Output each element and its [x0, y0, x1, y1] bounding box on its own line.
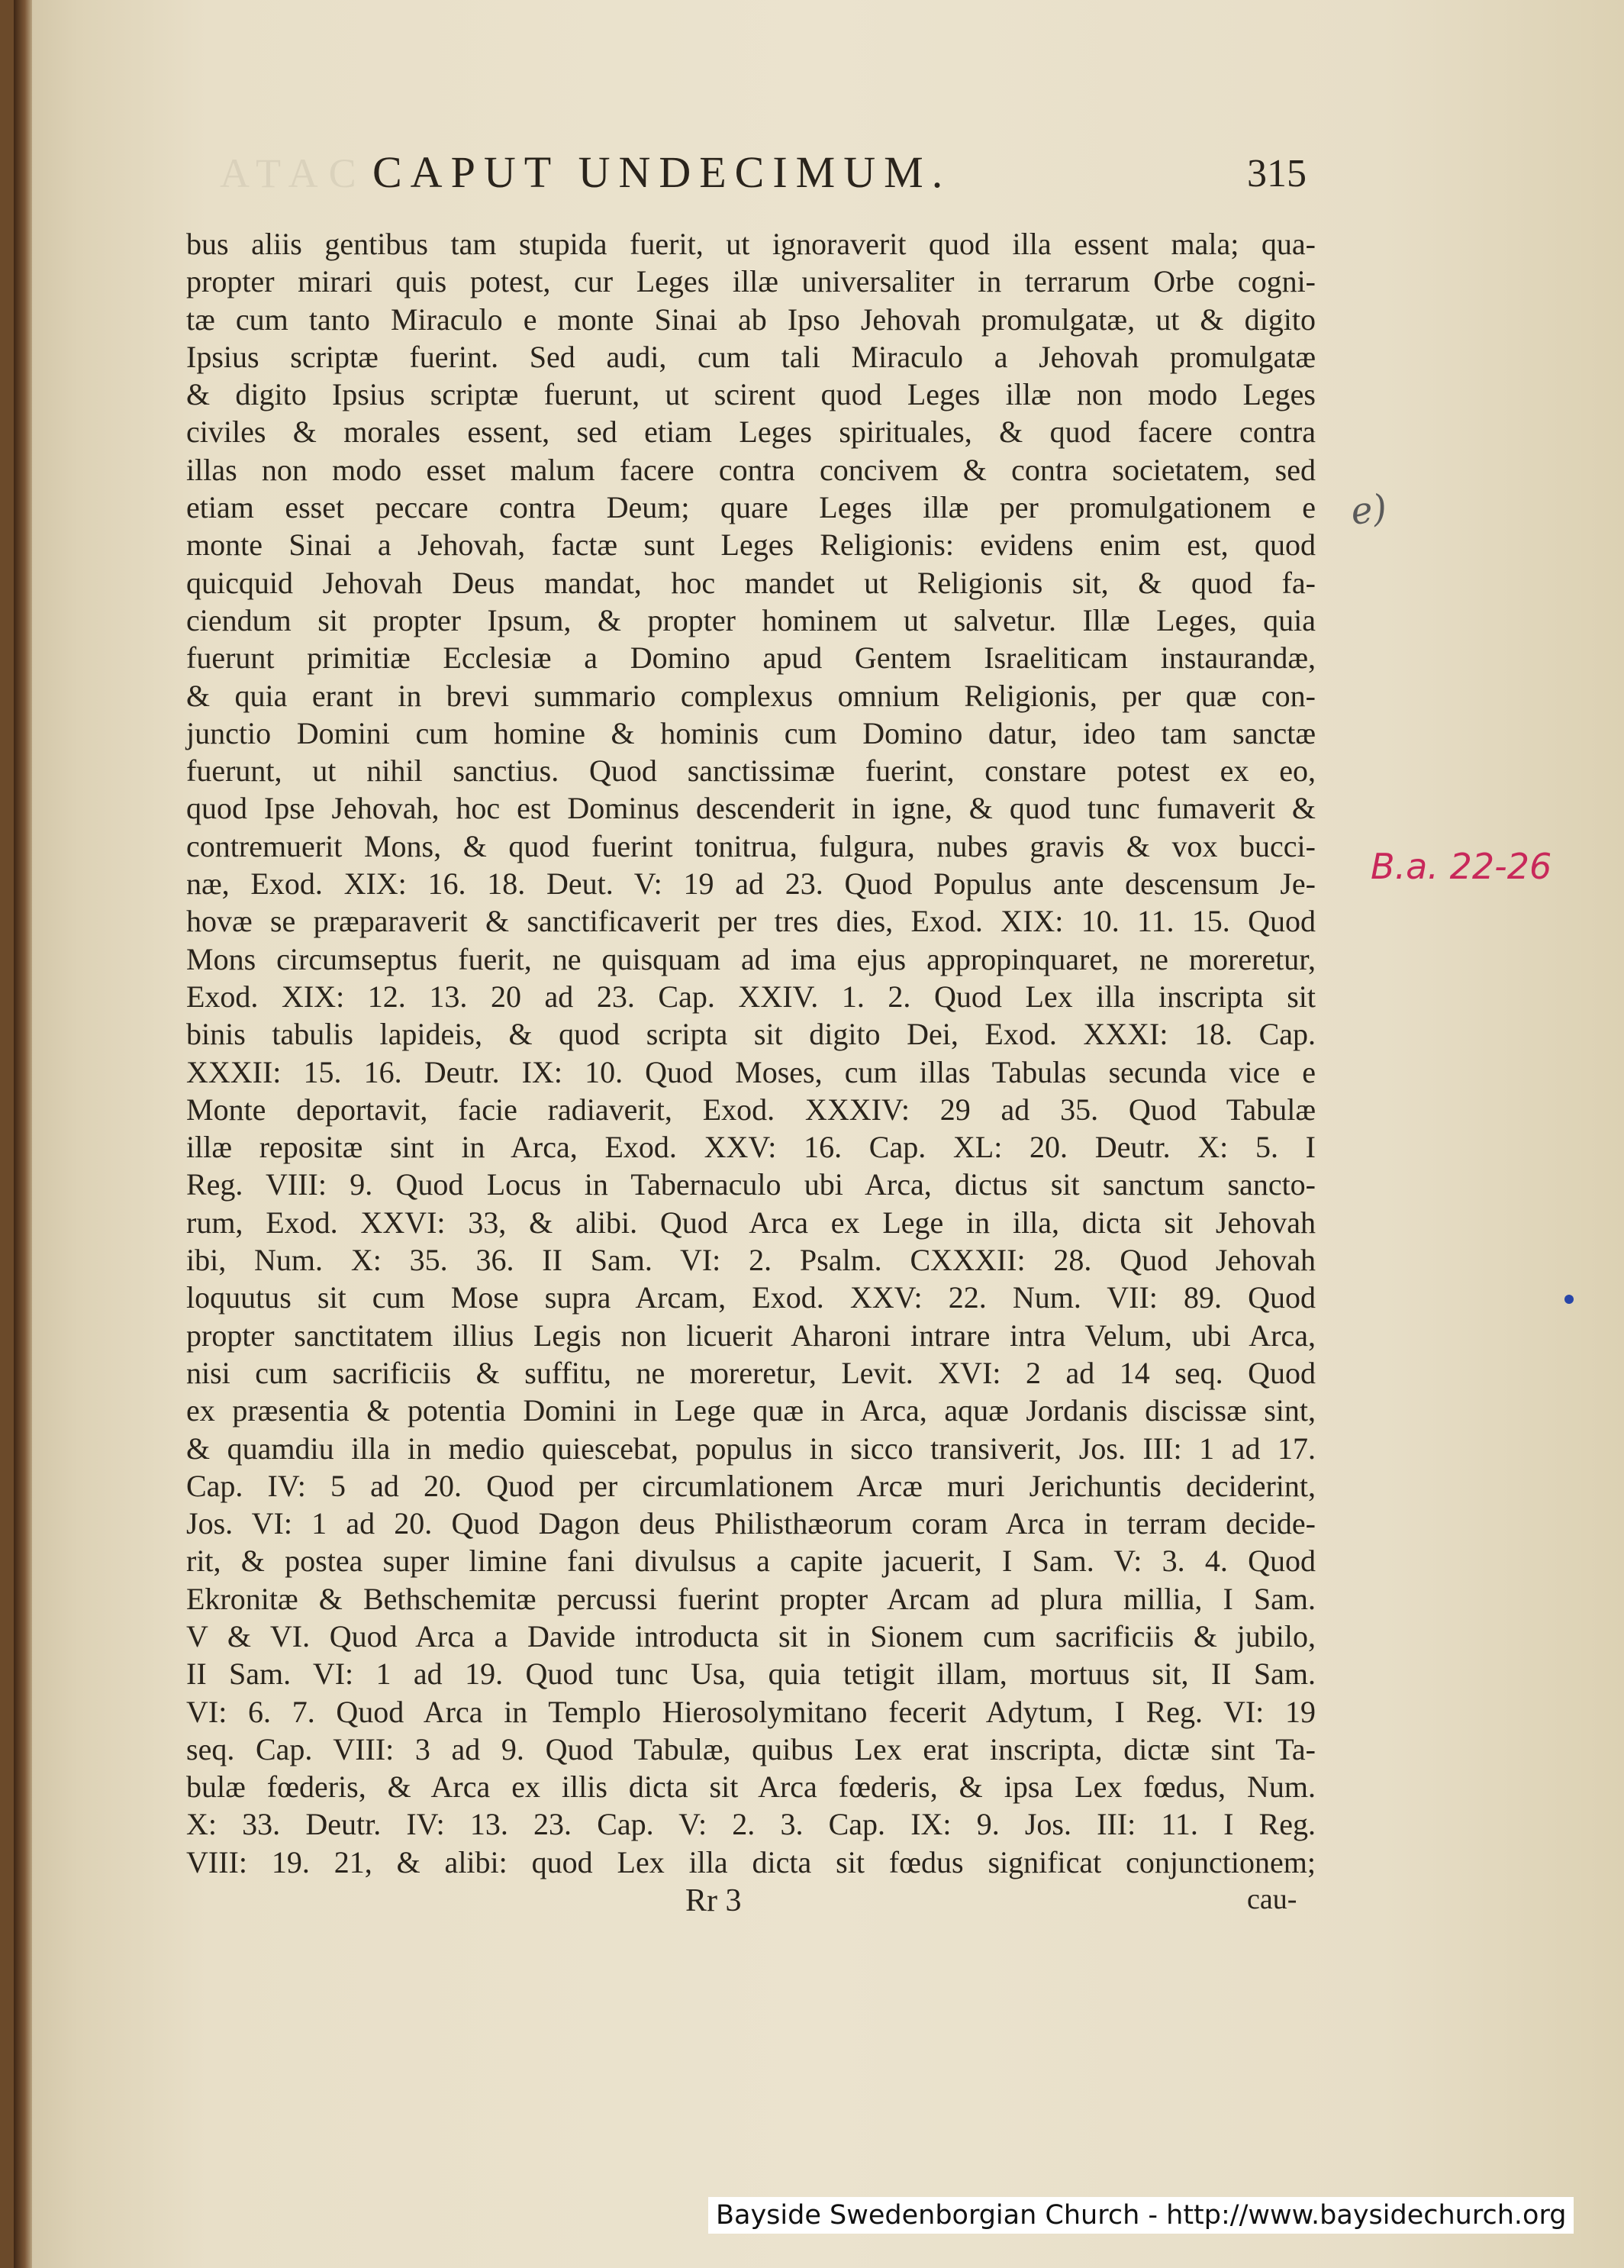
watermark-caption: Bayside Swedenborgian Church - http://www.baysidechurch.org — [708, 2197, 1574, 2234]
text-line: ciendum sit propter Ipsum, & propter hominem ut salvetur. Illæ Leges, quia — [186, 602, 1316, 637]
text-line: Ekronitæ & Bethschemitæ percussi fuerint propter Arcam ad plura millia, I Sam. — [186, 1581, 1316, 1616]
margin-note-pencil: e) — [1348, 486, 1390, 534]
margin-note-pink: B.a. 22-26 — [1371, 846, 1552, 887]
text-line: Monte deportavit, facie radiaverit, Exod. XXXIV: 29 ad 35. Quod Tabulæ — [186, 1092, 1316, 1127]
text-line: Cap. IV: 5 ad 20. Quod per circumlationem Arcæ muri Jerichuntis deciderint, — [186, 1468, 1316, 1503]
text-line: hovæ se præparaverit & sanctificaverit per tres dies, Exod. XIX: 10. 11. 15. Quod — [186, 904, 1316, 939]
text-line: illæ repositæ sint in Arca, Exod. XXV: 16. Cap. XL: 20. Deutr. X: 5. I — [186, 1130, 1316, 1165]
text-line: propter sanctitatem illius Legis non licuerit Aharoni intrare intra Velum, ubi Arca, — [186, 1318, 1316, 1353]
text-line: rit, & postea super limine fani divulsus a capite jacuerit, I Sam. V: 3. 4. Quod — [186, 1544, 1316, 1579]
text-line: etiam esset peccare contra Deum; quare Leges illæ per promulgationem e — [186, 490, 1316, 525]
text-line: bulæ fœderis, & Arca ex illis dicta sit Arca fœderis, & ipsa Lex fœdus, Num. — [186, 1770, 1316, 1805]
text-line: seq. Cap. VIII: 3 ad 9. Quod Tabulæ, quibus Lex erat inscripta, dictæ sint Ta- — [186, 1731, 1316, 1766]
text-line: XXXII: 15. 16. Deutr. IX: 10. Quod Moses, cum illas Tabulas secunda vice e — [186, 1054, 1316, 1089]
text-line: Mons circumseptus fuerit, ne quisquam ad ima ejus appropinquaret, ne moreretur, — [186, 941, 1316, 976]
text-line: binis tabulis lapideis, & quod scripta sit digito Dei, Exod. XXXI: 18. Cap. — [186, 1017, 1316, 1052]
text-line: Jos. VI: 1 ad 20. Quod Dagon deus Philisthæorum coram Arca in terram decide- — [186, 1506, 1316, 1541]
page-title: CAPUT UNDECIMUM. — [372, 147, 952, 197]
text-line: Exod. XIX: 12. 13. 20 ad 23. Cap. XXIV. 1. 2. Quod Lex illa inscripta sit — [186, 979, 1316, 1014]
ink-dot — [1564, 1295, 1574, 1304]
text-line: Reg. VIII: 9. Quod Locus in Tabernaculo ubi Arca, dictus sit sanctum sancto- — [186, 1167, 1316, 1202]
text-line: nisi cum sacrificiis & suffitu, ne moreretur, Levit. XVI: 2 ad 14 seq. Quod — [186, 1355, 1316, 1390]
text-line: X: 33. Deutr. IV: 13. 23. Cap. V: 2. 3. Cap. IX: 9. Jos. III: 11. I Reg. — [186, 1807, 1316, 1842]
signature-mark: Rr 3 — [685, 1883, 742, 1918]
catchword: cau- — [1247, 1883, 1297, 1915]
text-line: fuerunt, ut nihil sanctius. Quod sanctissimæ fuerint, constare potest ex eo, — [186, 753, 1316, 789]
text-line: ex præsentia & potentia Domini in Lege quæ in Arca, aquæ Jordanis discissæ sint, — [186, 1393, 1316, 1428]
text-line: & quia erant in brevi summario complexus omnium Religionis, per quæ con- — [186, 678, 1316, 713]
text-line: bus aliis gentibus tam stupida fuerit, ut ignoraverit quod illa essent mala; qua- — [186, 227, 1316, 261]
page-number: 315 — [1247, 152, 1307, 195]
text-line: fuerunt primitiæ Ecclesiæ a Domino apud Gentem Israeliticam instaurandæ, — [186, 640, 1316, 676]
text-line: V & VI. Quod Arca a Davide introducta sit in Sionem cum sacrificiis & jubilo, — [186, 1618, 1316, 1653]
text-line: contremuerit Mons, & quod fuerint tonitrua, fulgura, nubes gravis & vox bucci- — [186, 828, 1316, 863]
text-line: civiles & morales essent, sed etiam Leges spirituales, & quod facere contra — [186, 415, 1316, 450]
show-through-text: ATAC — [220, 150, 367, 196]
text-line: quod Ipse Jehovah, hoc est Dominus descenderit in igne, & quod tunc fumaverit & — [186, 791, 1316, 826]
text-line: Ipsius scriptæ fuerint. Sed audi, cum tali Miraculo a Jehovah promulgatæ — [186, 339, 1316, 374]
book-gutter — [14, 0, 32, 2268]
text-line: illas non modo esset malum facere contra concivem & contra societatem, sed — [186, 452, 1316, 487]
text-line: ibi, Num. X: 35. 36. II Sam. VI: 2. Psalm. CXXXII: 28. Quod Jehovah — [186, 1243, 1316, 1278]
text-line: VIII: 19. 21, & alibi: quod Lex illa dicta sit fœdus significat conjunctionem; — [186, 1844, 1316, 1879]
text-line: quicquid Jehovah Deus mandat, hoc mandet ut Religionis sit, & quod fa- — [186, 565, 1316, 600]
text-line: junctio Domini cum homine & hominis cum Domino datur, ideo tam sanctæ — [186, 715, 1316, 750]
book-page — [14, 0, 1624, 2268]
text-line: monte Sinai a Jehovah, factæ sunt Leges Religionis: evidens enim est, quod — [186, 527, 1316, 563]
text-line: VI: 6. 7. Quod Arca in Templo Hierosolymitano fecerit Adytum, I Reg. VI: 19 — [186, 1694, 1316, 1729]
text-line: & quamdiu illa in medio quiescebat, populus in sicco transiverit, Jos. III: 1 ad 17. — [186, 1431, 1316, 1466]
text-line: & digito Ipsius scriptæ fuerunt, ut scirent quod Leges illæ non modo Leges — [186, 377, 1316, 412]
text-line: propter mirari quis potest, cur Leges illæ universaliter in terrarum Orbe cogni- — [186, 264, 1316, 299]
text-line: II Sam. VI: 1 ad 19. Quod tunc Usa, quia tetigit illam, mortuus sit, II Sam. — [186, 1657, 1316, 1692]
text-line: tæ cum tanto Miraculo e monte Sinai ab Ipso Jehovah promulgatæ, ut & digito — [186, 302, 1316, 337]
text-line: næ, Exod. XIX: 16. 18. Deut. V: 19 ad 23. Quod Populus ante descensum Je- — [186, 866, 1316, 902]
text-line: rum, Exod. XXVI: 33, & alibi. Quod Arca ex Lege in illa, dicta sit Jehovah — [186, 1205, 1316, 1240]
text-line: loquutus sit cum Mose supra Arcam, Exod. XXV: 22. Num. VII: 89. Quod — [186, 1280, 1316, 1315]
body-text — [186, 225, 1316, 1881]
